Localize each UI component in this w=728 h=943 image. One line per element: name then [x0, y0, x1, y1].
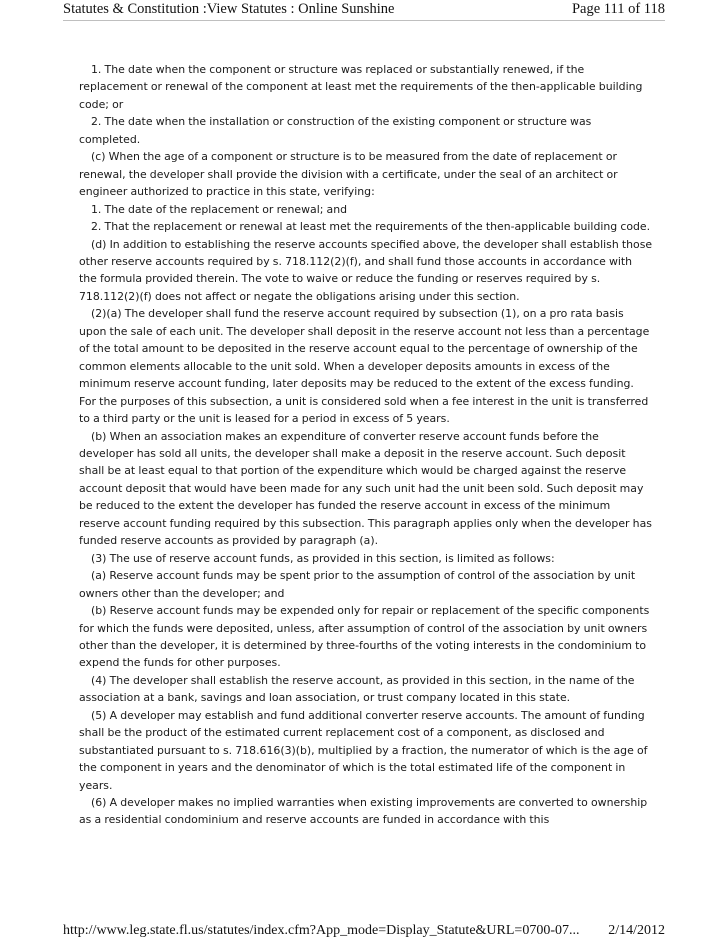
statute-paragraph: 2. The date when the installation or construction of the existing component or structure was completed. [79, 115, 592, 146]
page-footer [63, 923, 665, 941]
statute-paragraph: 2. That the replacement or renewal at least met the requirements of the then-applicable building code. [91, 220, 651, 234]
statute-paragraph: (2)(a) The developer shall fund the reserve account required by subsection (1), on a pro rata basis upon the sale of each unit. The developer shall deposit in the reserve account not less than a percentage of the total amount to be deposited in the reserve account equal to the percentage of ownership of the common elements allocable to the unit sold. When a developer deposits amounts in excess of the minimum reserve account funding, later deposits may be reduced to the extent of the excess funding. For the purposes of this subsection, a unit is considered sold when a fee interest in the unit is transferred to a third party or the unit is leased for a period in excess of 5 years. [79, 307, 650, 426]
statute-paragraph: (c) When the age of a component or structure is to be measured from the date of replacement or renewal, the developer shall provide the division with a certificate, under the seal of an architect or engineer authorized to practice in this state, verifying: [79, 150, 618, 199]
statute-paragraph: (b) Reserve account funds may be expended only for repair or replacement of the specific components for which the funds were deposited, unless, after assumption of control of the association by unit owners other than the developer, it is determined by three-fourths of the voting interests in the condominium to expend the funds for other purposes. [79, 604, 650, 670]
page-header [63, 0, 665, 20]
document-title: Statutes & Constitution :View Statutes : Online Sunshine [63, 1, 395, 17]
source-url: http://www.leg.state.fl.us/statutes/index.cfm?App_mode=Display_Statute&URL=0700-07... [63, 923, 580, 938]
statute-paragraph: (b) When an association makes an expenditure of converter reserve account funds before the developer has sold all units, the developer shall make a deposit in the reserve account. Such deposit shall be at least equal to that portion of the expenditure which would be charged against the reserve account deposit that would have been made for any such unit had the unit been sold. Such deposit may be reduced to the extent the developer has funded the reserve account in excess of the minimum reserve account funding required by this subsection. This paragraph applies only when the developer has funded reserve accounts as provided by paragraph (a). [79, 429, 652, 548]
statute-paragraph: (6) A developer makes no implied warranties when existing improvements are converted to ownership as a residential condominium and reserve accounts are funded in accordance with this [79, 796, 648, 827]
header-divider [63, 20, 665, 21]
statute-paragraph: 1. The date when the component or structure was replaced or substantially renewed, if the replacement or renewal of the component at least met the requirements of the then-applicable building code; or [79, 63, 643, 111]
print-date: 2/14/2012 [608, 923, 665, 938]
statute-paragraph: (4) The developer shall establish the reserve account, as provided in this section, in the name of the association at a bank, savings and loan association, or trust company located in this state. [79, 673, 635, 705]
statute-paragraph: (5) A developer may establish and fund additional converter reserve accounts. The amount of funding shall be the product of the estimated current replacement cost of a component, as disclosed and substantiated pursuant to s. 718.616(3)(b), multiplied by a fraction, the numerator of which is the age of the component in years and the denominator of which is the total estimated life of the component in years. [79, 708, 648, 792]
statute-paragraph: 1. The date of the replacement or renewal; and [91, 202, 348, 216]
statute-paragraph: (3) The use of reserve account funds, as provided in this section, is limited as follows: [91, 551, 555, 565]
statute-paragraph: (a) Reserve account funds may be spent prior to the assumption of control of the association by unit owners other than the developer; and [79, 569, 636, 600]
statute-paragraph: (d) In addition to establishing the reserve accounts specified above, the developer shall establish those other reserve accounts required by s. 718.112(2)(f), and shall fund those accounts in accordance with the formula provided therein. The vote to waive or reduce the funding or reserves required by s. 718.112(2)(f) does not affect or negate the obligations arising under this section. [79, 237, 653, 303]
page-indicator: Page 111 of 118 [571, 1, 665, 17]
statute-text [79, 61, 653, 829]
